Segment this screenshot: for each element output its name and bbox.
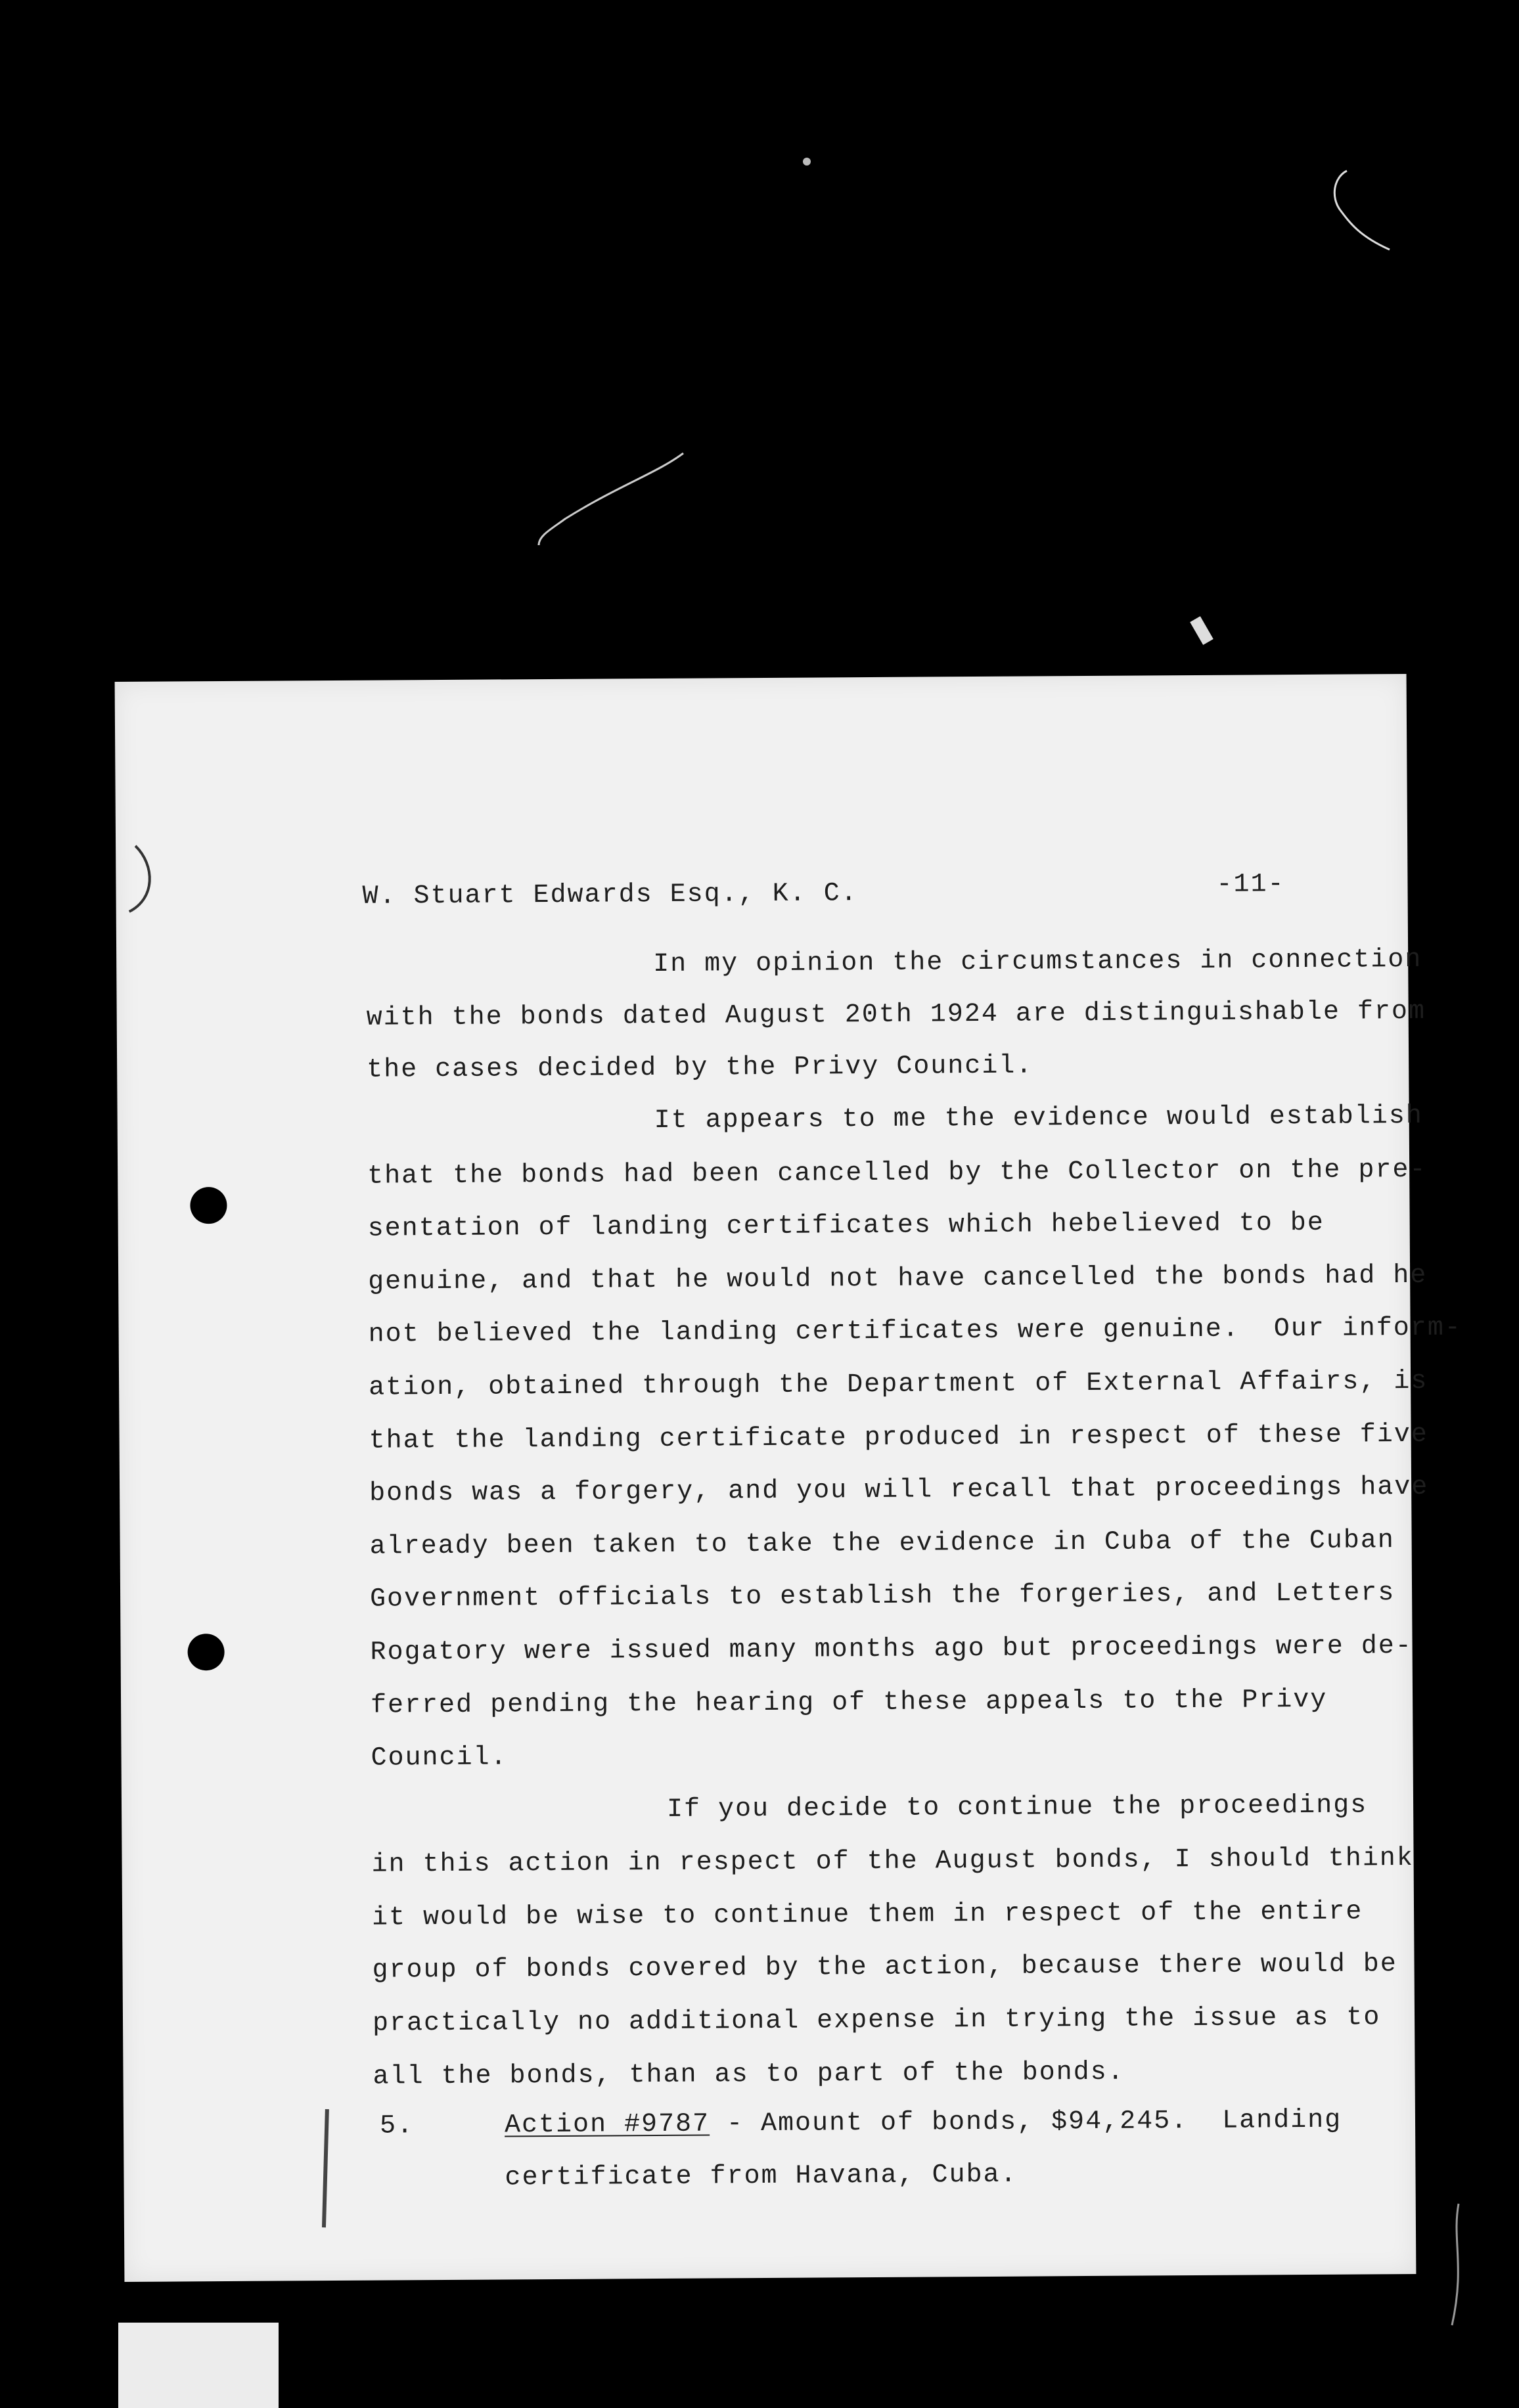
paragraph-line: Council. [371,1743,508,1773]
punch-hole [187,1634,224,1670]
stray-mark [1327,164,1406,263]
paragraph-line: ferred pending the hearing of these appeals to the Privy [370,1685,1328,1721]
speck [1190,616,1213,645]
item-continuation: certificate from Havana, Cuba. [505,2160,1018,2193]
paragraph-line: in this action in respect of the August bonds, I should think [371,1843,1414,1880]
pencil-mark [314,2106,341,2231]
paragraph-line: that the bonds had been cancelled by the Collector on the pre- [367,1155,1427,1192]
document-page [115,674,1462,2282]
paragraph-line: that the landing certificate produced in respect of these five [369,1419,1429,1456]
stray-mark [526,447,696,552]
speck [803,158,811,166]
paragraph-line: with the bonds dated August 20th 1924 are distinguishable from [366,996,1426,1033]
punch-hole [190,1187,227,1224]
paragraph-line: group of bonds covered by the action, because there would be [372,1950,1397,1986]
paragraph-line: Government officials to establish the forgeries, and Letters [369,1578,1395,1615]
item-line [504,2105,1342,2141]
item-text: - Amount of bonds, $94,245. Landing [709,2105,1342,2139]
paragraph-line: It appears to me the evidence would establish [654,1101,1423,1136]
action-reference: Action #9787 [504,2109,710,2141]
paragraph-line: the cases decided by the Privy Council. [367,1051,1033,1085]
paragraph-line: all the bonds, than as to part of the bonds. [373,2057,1125,2092]
item-number: 5. [379,2111,415,2141]
paragraph-line: ation, obtained through the Department of External Affairs, is [369,1366,1428,1403]
paragraph-line: practically no additional expense in trying the issue as to [372,2003,1381,2039]
paragraph-line: If you decide to continue the proceedings [666,1791,1368,1825]
paragraph-line: Rogatory were issued many months ago but proceedings were de- [370,1631,1413,1668]
paragraph-line: genuine, and that he would not have cancelled the bonds had he [368,1260,1428,1297]
paragraph-line: In my opinion the circumstances in connection [653,945,1422,980]
margin-bracket [109,839,162,925]
paragraph-line: not believed the landing certificates were genuine. Our inform- [368,1313,1462,1350]
addressee: W. Stuart Edwards Esq., K. C. [362,879,858,912]
stray-mark [1439,2200,1478,2332]
page-number: -11- [1216,870,1285,900]
paragraph-line: it would be wise to continue them in respect of the entire [371,1897,1363,1933]
paragraph-line: sentation of landing certificates which hebelieved to be [367,1208,1325,1244]
paragraph-line: already been taken to take the evidence in Cuba of the Cuban [369,1526,1395,1562]
paragraph-line: bonds was a forgery, and you will recall that proceedings have [369,1472,1429,1509]
paper-strip [118,2323,279,2408]
